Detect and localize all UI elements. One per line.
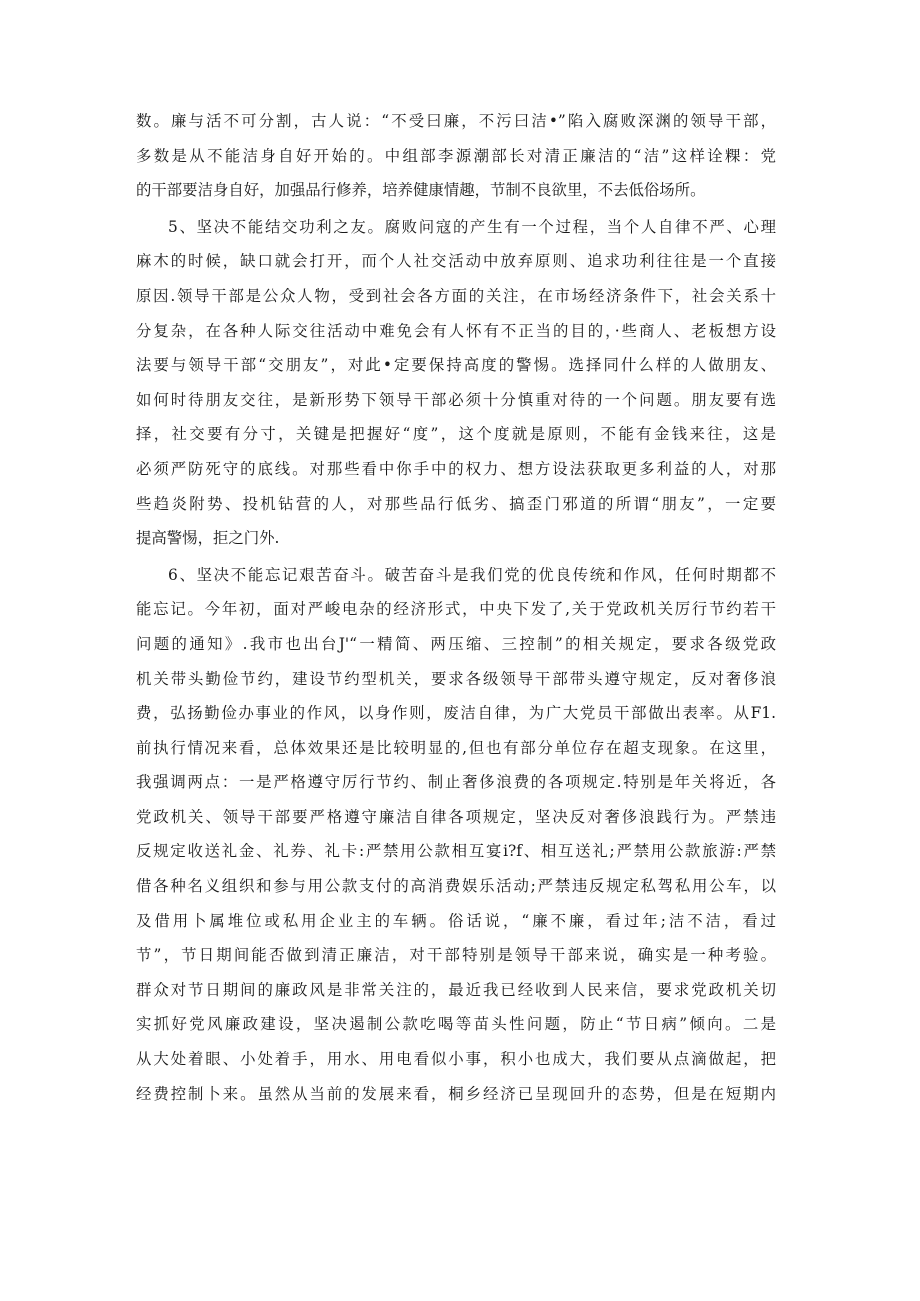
text-line: 些趋炎附势、投机钻营的人，对那些品行低劣、搞歪门邪道的所谓“朋友”，一定要 [136,494,776,513]
text-line: 前执行情况来看，总体效果还是比较明显的,但也有部分单位存在超支现象。在这里， [136,738,776,757]
text-line: 提高警惕，拒之门外. [136,529,280,548]
text-line: 机关带头勤俭节约，建设节约型机关，要求各级领导干部带头遵守规定，反对奢侈浪 [136,669,776,688]
text-line: 问题的通知》.我市也出台J'“一精简、两压缩、三控制”的相关规定，要求各级党政 [136,634,776,653]
text-line: 我强调两点：一是严格遵守厉行节约、制止奢侈浪费的各项规定.特别是年关将近，各 [136,773,776,792]
text-line: 借各种名义组织和参与用公款支付的高消费娱乐活动;严禁违反规定私驾私用公车，以 [136,877,776,896]
text-line: 如何时待朋友交往，是新形势下领导干部必须十分慎重对待的一个问题。朋友要有选 [136,390,776,409]
text-line: 经费控制卜来。虽然从当前的发展来看，桐乡经济已呈现回升的态势，但是在短期内 [136,1084,776,1103]
text-line: 法要与领导干部“交朋友”，对此•定要保持高度的警惕。选择同什么样的人做朋友、 [136,356,776,375]
text-line: 党政机关、领导干部要严格遵守廉洁自律各项规定，坚决反对奢侈浪践行为。严禁违 [136,807,776,826]
text-line: 必须严防死守的底线。对那些看中你手中的权力、想方设法获取更多利益的人，对那 [136,459,776,478]
text-line: 费，弘扬勤俭办事业的作风，以身作则，废洁自律，为广大党员干部做出表率。从F1. [136,704,776,723]
text-line: 群众对节日期间的廉政风是非常关注的，最近我已经收到人民来信，要求党政机关切 [136,980,776,999]
text-line: 从大处着眼、小处着手，用水、用电看似小事，积小也成大，我们要从点滴做起，把 [136,1050,776,1069]
text-line: 数。廉与活不可分割，古人说：“不受曰廉，不污曰洁•”陷入腐败深渊的领导干部， [136,112,776,130]
text-line: 6、坚决不能忘记艰苦奋斗。破苦奋斗是我们党的优良传统和作风，任何时期都不 [168,565,776,584]
document-body [136,104,776,1111]
paragraph-2 [136,210,776,556]
text-line: 节”，节日期间能否做到清正廉洁，对干部特别是领导干部来说，确实是一种考验。 [136,946,776,965]
text-line: 能忘记。今年初，面对严峻电杂的经济形式，中央下发了,关于党政机关厉行节约若干 [136,600,776,619]
text-line: 麻木的时候，缺口就会打开，而个人社交活动中放弃原则、追求功利往往是一个直接 [136,252,776,271]
text-line: 多数是从不能洁身自好开始的。中组部李源潮部长对清正廉洁的“洁”这样诠粿：党 [136,146,776,165]
text-line: 择，社交要有分寸，关键是把握好“度”，这个度就是原则，不能有金钱来往，这是 [136,425,776,444]
text-line: 的干部要洁身自好，加强品行修养，培养健康情趣，节制不良欲里，不去低俗场所。 [136,181,706,200]
text-line: 分复杂，在各种人际交往活动中难免会有人怀有不正当的目的，·些商人、老板想方设 [136,321,776,340]
text-line: 实抓好党风廉政建设，坚决遏制公款吃喝等苗头性问题，防止“节日病”倾向。二是 [136,1015,776,1034]
paragraph-1 [136,104,776,208]
text-line: 5、坚决不能结交功利之友。腐败问寇的产生有一个过程，当个人自律不严、心理 [168,217,776,236]
text-line: 原因.领导干部是公众人物，受到社会各方面的关注，在市场经济条件下，社会关系十 [136,286,776,305]
paragraph-3 [136,558,776,1112]
text-line: 及借用卜属堆位或私用企业主的车辆。俗话说，“廉不廉，看过年;洁不洁，看过 [136,911,776,930]
text-line: 反规定收送礼金、礼券、礼卡:严禁用公款相互宴i?f、相互送礼;严禁用公款旅游:严禁 [136,842,776,861]
